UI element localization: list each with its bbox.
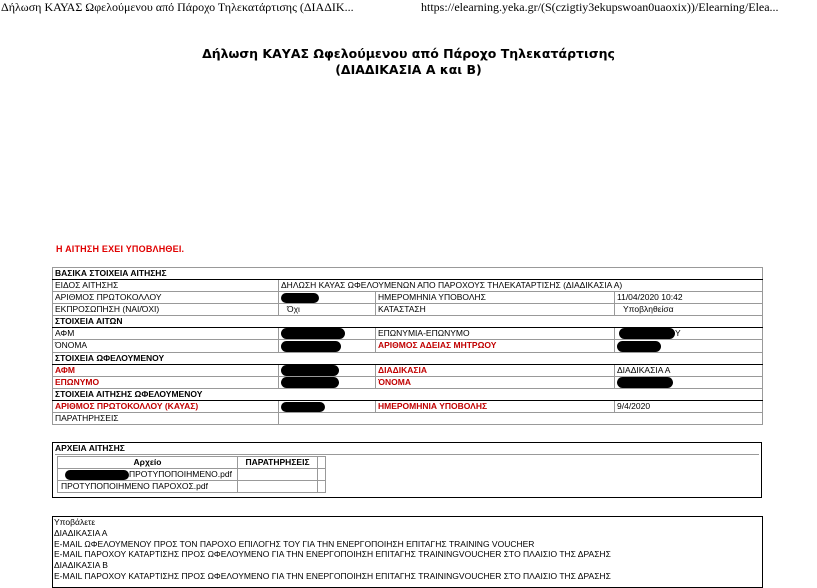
application-type-value: ΔΗΛΩΣΗ ΚΑΥΑΣ ΩΦΕΛΟΥΜΕΝΩΝ ΑΠΟ ΠΑΡΟΧΟΥΣ ΤΗΛΕΚΑΤΑΡΤΙΣΗΣ (ΔΙΑΔΙΚΑΣΙΑ Α) — [279, 280, 763, 292]
document-title-line2: (ΔΙΑΔΙΚΑΣΙΑ Α και Β) — [335, 62, 482, 77]
status-value: Υποβληθείσα — [615, 304, 763, 316]
section-applicant-header: ΣΤΟΙΧΕΙΑ ΑΙΤΩΝ — [53, 316, 763, 328]
redaction-mark — [617, 341, 661, 352]
applicant-name-value — [279, 340, 376, 352]
file-row — [58, 481, 326, 493]
file-link[interactable]: ΠΡΟΤΥΠΟΠΟΙΗΜΕΝΟ.pdf — [129, 469, 232, 479]
application-type-label: ΕΙΔΟΣ ΑΙΤΗΣΗΣ — [53, 280, 279, 292]
document-title-line1: Δήλωση ΚΑΥΑΣ Ωφελούμενου από Πάροχο Τηλεκατάρτισης — [202, 46, 615, 61]
redaction-mark — [281, 341, 341, 352]
files-column-notes: ΠΑΡΑΤΗΡΗΣΕΙΣ — [238, 457, 318, 469]
beneficiary-surname-label: ΕΠΩΝΥΜΟ — [53, 376, 279, 388]
protocol-number-label: ΑΡΙΘΜΟΣ ΠΡΩΤΟΚΟΛΛΟΥ — [53, 292, 279, 304]
beneficiary-name-value — [615, 376, 763, 388]
redaction-mark — [617, 377, 673, 388]
redaction-mark — [281, 293, 319, 303]
beneficiary-surname-value — [279, 376, 376, 388]
application-date-value: 9/4/2020 — [615, 401, 763, 413]
redaction-mark — [281, 402, 325, 412]
submission-date-value: 11/04/2020 10:42 — [615, 292, 763, 304]
section-application-header: ΣΤΟΙΧΕΙΑ ΑΙΤΗΣΗΣ ΩΦΕΛΟΥΜΕΝΟΥ — [53, 389, 763, 401]
redaction-mark — [281, 365, 339, 376]
application-details-table — [52, 267, 763, 425]
print-header-title: Δήλωση ΚΑΥΑΣ Ωφελούμενου από Πάροχο Τηλεκατάρτισης (ΔΙΑΔΙΚ... — [1, 0, 354, 14]
file-extra-cell — [318, 481, 326, 493]
instructions-line: ΔΙΑΔΙΚΑΣΙΑ Α — [54, 527, 108, 538]
application-files-panel — [52, 442, 762, 498]
kayas-protocol-value — [279, 401, 376, 413]
redaction-mark — [281, 377, 339, 388]
submission-date-label: ΗΜΕΡΟΜΗΝΙΑ ΥΠΟΒΟΛΗΣ — [376, 292, 615, 304]
file-extra-cell — [318, 469, 326, 481]
submission-status-message: Η ΑΙΤΗΣΗ ΕΧΕΙ ΥΠΟΒΛΗΘΕΙ. — [56, 244, 185, 254]
status-label: ΚΑΤΑΣΤΑΣΗ — [376, 304, 615, 316]
file-notes-cell — [238, 469, 318, 481]
file-row — [58, 469, 326, 481]
files-column-extra — [318, 457, 326, 469]
instructions-line: E-MAIL ΩΦΕΛΟΥΜΕΝΟΥ ΠΡΟΣ ΤΟΝ ΠΑΡΟΧΟ ΕΠΙΛΟΓΗΣ ΤΟΥ ΓΙΑ ΤΗΝ ΕΝΕΡΓΟΠΟΙΗΣΗ ΕΠΙΤΑΓΗΣ TRAINING VOUCHER — [54, 538, 535, 549]
section-beneficiary-header: ΣΤΟΙΧΕΙΑ ΩΦΕΛΟΥΜΕΝΟΥ — [53, 352, 763, 364]
representation-value: Όχι — [279, 304, 376, 316]
file-name-cell — [58, 481, 238, 493]
license-number-label: ΑΡΙΘΜΟΣ ΑΔΕΙΑΣ ΜΗΤΡΩΟΥ — [376, 340, 615, 352]
redaction-mark — [65, 470, 129, 480]
file-name-cell — [58, 469, 238, 481]
file-notes-cell — [238, 481, 318, 493]
files-panel-cell — [53, 443, 762, 498]
procedure-value: ΔΙΑΔΙΚΑΣΙΑ Α — [615, 364, 763, 376]
applicant-surname-value — [615, 328, 763, 340]
notes-label: ΠΑΡΑΤΗΡΗΣΕΙΣ — [53, 413, 279, 425]
instructions-line: E-MAIL ΠΑΡΟΧΟΥ ΚΑΤΑΡΤΙΣΗΣ ΠΡΟΣ ΩΦΕΛΟΥΜΕΝΟ ΓΙΑ ΤΗΝ ΕΝΕΡΓΟΠΟΙΗΣΗ ΕΠΙΤΑΓΗΣ TRAININGVOUCHER ΣΤΟ ΠΛΑΙΣΙΟ ΤΗΣ ΔΡΑΣΗΣ — [54, 549, 611, 560]
procedure-label: ΔΙΑΔΙΚΑΣΙΑ — [376, 364, 615, 376]
application-date-label: ΗΜΕΡΟΜΗΝΙΑ ΥΠΟΒΟΛΗΣ — [376, 401, 615, 413]
representation-label: ΕΚΠΡΟΣΩΠΗΣΗ (ΝΑΙ/ΌΧΙ) — [53, 304, 279, 316]
protocol-number-value — [279, 292, 376, 304]
print-header-url: https://elearning.yeka.gr/(S(czigtiy3ekupswoan0uaoxix))/Elearning/Elea... — [421, 0, 779, 14]
redaction-mark — [619, 328, 675, 339]
beneficiary-afm-label: ΑΦΜ — [53, 364, 279, 376]
document-title — [0, 46, 817, 78]
submission-instructions — [52, 516, 763, 588]
instructions-line: ΔΙΑΔΙΚΑΣΙΑ Β — [54, 560, 108, 571]
files-table — [57, 456, 326, 493]
instructions-line: E-MAIL ΠΑΡΟΧΟΥ ΚΑΤΑΡΤΙΣΗΣ ΠΡΟΣ ΩΦΕΛΟΥΜΕΝΟ ΓΙΑ ΤΗΝ ΕΝΕΡΓΟΠΟΙΗΣΗ ΕΠΙΤΑΓΗΣ TRAININGVOUCHER ΣΤΟ ΠΛΑΙΣΙΟ ΤΗΣ ΔΡΑΣΗΣ — [54, 570, 611, 581]
notes-value — [279, 413, 763, 425]
beneficiary-afm-value — [279, 364, 376, 376]
files-section-header: ΑΡΧΕΙΑ ΑΙΤΗΣΗΣ — [55, 443, 759, 455]
kayas-protocol-label: ΑΡΙΘΜΟΣ ΠΡΩΤΟΚΟΛΛΟΥ (ΚΑΥΑΣ) — [53, 401, 279, 413]
applicant-surname-suffix: Υ — [675, 328, 681, 338]
section-basic-header: ΒΑΣΙΚΑ ΣΤΟΙΧΕΙΑ ΑΙΤΗΣΗΣ — [53, 268, 763, 280]
applicant-afm-label: ΑΦΜ — [53, 328, 279, 340]
files-column-file: Αρχείο — [58, 457, 238, 469]
license-number-value — [615, 340, 763, 352]
applicant-surname-label: ΕΠΩΝΥΜΙΑ-ΕΠΩΝΥΜΟ — [376, 328, 615, 340]
redaction-mark — [281, 328, 345, 339]
file-link[interactable]: ΠΡΟΤΥΠΟΠΟΙΗΜΕΝΟ ΠΑΡΟΧΟΣ.pdf — [61, 481, 208, 491]
instructions-line: Υποβάλετε — [54, 517, 96, 527]
print-header — [0, 0, 817, 16]
beneficiary-name-label: ΌΝΟΜΑ — [376, 376, 615, 388]
applicant-name-label: ΌΝΟΜΑ — [53, 340, 279, 352]
applicant-afm-value — [279, 328, 376, 340]
